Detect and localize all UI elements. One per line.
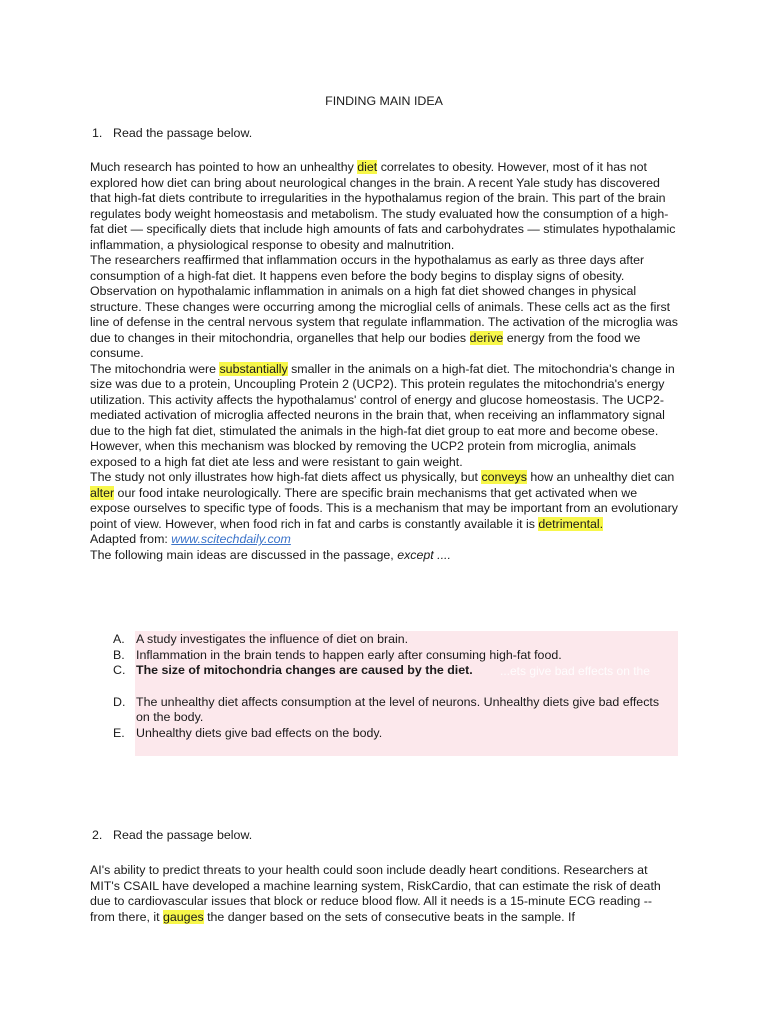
highlighted-word: alter bbox=[90, 485, 115, 500]
option-text: A study investigates the influence of diet on brain. bbox=[136, 632, 409, 646]
option-letter: A. bbox=[113, 632, 125, 646]
option-text: The size of mitochondria changes are caused by the diet. bbox=[136, 663, 473, 677]
ghost-overlay-text: ...ets give bad effects on the bbox=[500, 664, 650, 678]
highlighted-word: conveys bbox=[481, 470, 527, 484]
question-except: except .... bbox=[397, 547, 451, 562]
page-title: FINDING MAIN IDEA bbox=[325, 94, 443, 108]
option-letter: C. bbox=[113, 663, 126, 677]
text-run: The study not only illustrates how high-fat diets affect us physically, but bbox=[90, 470, 482, 484]
question-prompt bbox=[90, 548, 680, 564]
highlighted-word: derive bbox=[469, 330, 504, 345]
passage-1 bbox=[90, 160, 680, 563]
source-line bbox=[90, 532, 680, 548]
passage-paragraph bbox=[90, 470, 680, 532]
question-instruction: Read the passage below. bbox=[113, 828, 253, 842]
source-link[interactable]: www.scitechdaily.com bbox=[171, 532, 291, 546]
highlighted-word: detrimental. bbox=[538, 516, 604, 531]
text-run: smaller in the animals on a high-fat diet. The mitochondria's change in size was due to a protein, Uncoupling Protein 2 (UCP2). This protein regulates the mitochondria's energy utilization. This activity affects the hypothalamus' control of energy and glucose homeostasis. The UCP2-mediated activation of microglia affected neurons in the brain that, when receiving an inflammatory signal due to the high fat diet, stimulated the animals in the high-fat diet group to eat more and become obese. However, when this mechanism was blocked by removing the UCP2 protein from microglia, animals exposed to a high fat diet ate less and were resistant to gain weight. bbox=[90, 361, 675, 469]
passage-paragraph bbox=[90, 253, 680, 362]
option-c[interactable] bbox=[113, 663, 673, 679]
passage-paragraph bbox=[90, 863, 680, 925]
text-run: AI's ability to predict threats to your health could soon include deadly heart conditions. Researchers at MIT's CSAIL have developed a machine learning system, RiskCardio, that can estimate the risk of death due to cardiovascular issues that block or reduce blood flow. All it needs is a 15-minute ECG reading -- from there, it bbox=[90, 863, 661, 924]
option-letter: B. bbox=[113, 647, 125, 662]
highlighted-word: gauges bbox=[163, 909, 204, 924]
text-run: our food intake neurologically. There are specific brain mechanisms that get activated when we expose ourselves to specific type of foods. This is a mechanism that may be important from an evolutionary point of view. However, when food rich in fat and carbs is constantly available it is bbox=[90, 485, 678, 531]
answer-options bbox=[113, 632, 673, 741]
option-e[interactable] bbox=[113, 726, 673, 742]
option-b[interactable] bbox=[113, 648, 673, 664]
text-run: how an unhealthy diet can bbox=[526, 470, 675, 484]
text-run: correlates to obesity. However, most of it has not explored how diet can bring about neurological changes in the brain. A recent Yale study has discovered that high-fat diets contribute to irregularities in the hypothalamus region of the brain. This part of the brain regulates body weight homeostasis and metabolism. The study evaluated how the consumption of a high-fat diet — specifically diets that include high amounts of fats and carbohydrates — stimulates hypothalamic inflammation, a physiological response to obesity and malnutrition. bbox=[90, 160, 676, 252]
highlighted-word: diet bbox=[357, 160, 378, 174]
option-d[interactable] bbox=[113, 695, 673, 726]
passage-paragraph bbox=[90, 362, 680, 471]
text-run: Much research has pointed to how an unhealthy bbox=[90, 160, 358, 174]
text-run: The researchers reaffirmed that inflammation occurs in the hypothalamus as early as three days after consumption of a high-fat diet. It happens even before the body begins to display signs of obesity. Observation on hypothalamic inflammation in animals on a high fat diet showed changes in physical structure. These changes were occurring among the microglial cells of animals. These cells act as the first line of defense in the central nervous system that regulate inflammation. The activation of the microglia was due to changes in their mitochondria, organelles that help our bodies bbox=[90, 253, 678, 345]
question-text: The following main ideas are discussed in the passage, bbox=[90, 547, 398, 562]
question-instruction: Read the passage below. bbox=[113, 126, 253, 140]
question-1-header bbox=[92, 126, 253, 142]
option-text: Inflammation in the brain tends to happen early after consuming high-fat food. bbox=[136, 647, 562, 662]
option-letter: E. bbox=[113, 725, 125, 740]
option-a[interactable] bbox=[113, 632, 673, 648]
question-2-header bbox=[92, 828, 253, 844]
passage-2 bbox=[90, 863, 680, 925]
source-prefix: Adapted from: bbox=[90, 532, 172, 546]
highlighted-word: substantially bbox=[219, 361, 288, 376]
text-run: the danger based on the sets of consecutive beats in the sample. If bbox=[203, 909, 575, 924]
option-text: Unhealthy diets give bad effects on the body. bbox=[136, 725, 383, 740]
option-letter: D. bbox=[113, 694, 126, 709]
question-number: 2. bbox=[92, 828, 103, 842]
passage-paragraph bbox=[90, 160, 680, 253]
question-number: 1. bbox=[92, 126, 103, 140]
text-run: energy from the food we consume. bbox=[90, 330, 641, 360]
option-text: The unhealthy diet affects consumption at the level of neurons. Unhealthy diets give bad effects on the body. bbox=[136, 694, 660, 724]
text-run: The mitochondria were bbox=[90, 361, 220, 376]
